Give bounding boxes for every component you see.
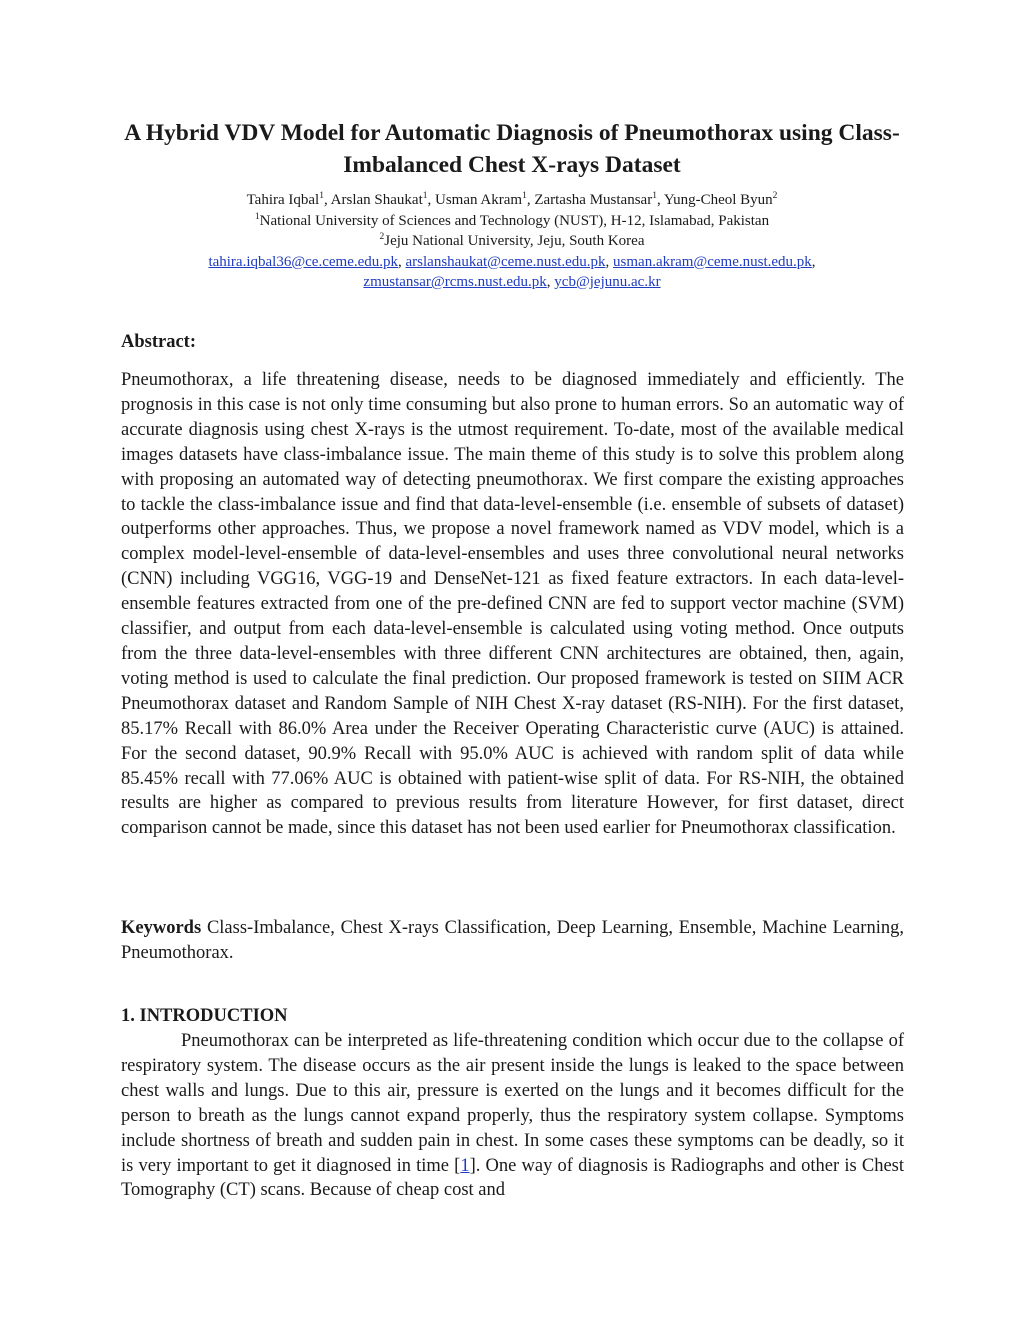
author-name: Usman Akram xyxy=(435,192,523,208)
affiliation-text: National University of Sciences and Technology (NUST), H-12, Islamabad, Pakistan xyxy=(259,212,770,229)
email-link[interactable]: tahira.iqbal36@ce.ceme.edu.pk xyxy=(208,253,399,270)
author-separator: , xyxy=(323,192,331,208)
author-separator: , xyxy=(427,192,435,208)
email-separator: , xyxy=(398,253,406,270)
author-affiliation-mark: 1 xyxy=(522,191,527,201)
author-separator: , xyxy=(526,192,535,208)
affiliation-2 xyxy=(100,231,924,252)
title-line-2: Imbalanced Chest X-rays Dataset xyxy=(343,152,681,178)
author-affiliation-mark: 2 xyxy=(772,191,778,201)
paper-title xyxy=(100,117,924,181)
section-heading-introduction: 1. INTRODUCTION xyxy=(121,1006,288,1026)
abstract-heading: Abstract: xyxy=(121,332,197,352)
keywords-text: Class-Imbalance, Chest X-rays Classification, Deep Learning, Ensemble, Machine Learning, Pneumothorax. xyxy=(121,918,904,963)
keywords-paragraph xyxy=(121,916,904,966)
author-affiliation-mark: 1 xyxy=(422,191,428,201)
intro-text-part-1: Pneumothorax can be interpreted as life-threatening condition which occur due to the collapse of respiratory system. The disease occurs as the air present inside the lungs is leaked to the space between chest walls and lungs. Due to this air, pressure is exerted on the lungs and it becomes difficult for the person to breath as the lungs cannot expand properly, thus the respiratory system collapse. Symptoms include shortness of breath and sudden pain in chest. In some cases these symptoms can be deadly, so it is very important to get it diagnosed in time [ xyxy=(121,1031,904,1176)
email-separator: , xyxy=(605,253,614,270)
email-link[interactable]: arslanshaukat@ceme.nust.edu.pk xyxy=(405,253,606,270)
author-name: Tahira Iqbal xyxy=(246,192,320,208)
email-link[interactable]: usman.akram@ceme.nust.edu.pk xyxy=(613,253,812,270)
email-link[interactable]: ycb@jejunu.ac.kr xyxy=(554,274,661,290)
affiliation-mark: 2 xyxy=(379,232,385,242)
affiliation-mark: 1 xyxy=(254,211,260,222)
affiliation-text: Jeju National University, Jeju, South Korea xyxy=(384,233,645,249)
author-names xyxy=(100,190,924,211)
author-affiliation-mark: 1 xyxy=(652,191,657,201)
keywords-label: Keywords xyxy=(121,918,202,938)
email-line-2 xyxy=(100,272,924,293)
email-line-1 xyxy=(100,252,924,273)
author-block xyxy=(100,190,924,293)
intro-text-part-2: ]. One way of diagnosis is Radiographs and other is Chest Tomography (CT) scans. Because of cheap cost and xyxy=(121,1155,904,1201)
title-line-1: A Hybrid VDV Model for Automatic Diagnosis of Pneumothorax using Class- xyxy=(124,120,900,146)
abstract-paragraph: Pneumothorax, a life threatening disease, needs to be diagnosed immediately and efficiently. The prognosis in this case is not only time consuming but also prone to human errors. So an automatic way of accurate diagnosis using chest X-rays is the utmost requirement. To-date, most of the available medical images datasets have class-imbalance issue. The main theme of this study is to solve this problem along with proposing an automated way of detecting pneumothorax. We first compare the existing approaches to tackle the class-imbalance issue and find that data-level-ensemble (i.e. ensemble of subsets of dataset) outperforms other approaches. Thus, we propose a novel framework named as VDV model, which is a complex model-level-ensemble of data-level-ensembles and uses three convolutional neural networks (CNN) including VGG16, VGG-19 and DenseNet-121 as fixed feature extractors. In each data-level-ensemble features extracted from one of the pre-defined CNN are fed to support vector machine (SVM) classifier, and output from each data-level-ensemble is calculated using voting method. Once outputs from the three data-level-ensembles with three different CNN architectures are obtained, then, again, voting method is used to calculate the final prediction. Our proposed framework is tested on SIIM ACR Pneumothorax dataset and Random Sample of NIH Chest X-ray dataset (RS-NIH). For the first dataset, 85.17% Recall with 86.0% Area under the Receiver Operating Characteristic curve (AUC) is attained. For the second dataset, 90.9% Recall with 95.0% AUC is achieved with random split of data while 85.45% recall with 77.06% AUC is obtained with patient-wise split of data. For RS-NIH, the obtained results are higher as compared to previous results from literature However, for first dataset, direct comparison cannot be made, since this dataset has not been used earlier for Pneumothorax classification. xyxy=(121,370,904,839)
email-trailing-comma: , xyxy=(811,253,816,270)
email-link[interactable]: zmustansar@rcms.nust.edu.pk xyxy=(363,274,547,290)
author-affiliation-mark: 1 xyxy=(319,191,324,201)
author-separator: , xyxy=(656,192,664,208)
email-separator: , xyxy=(546,274,555,290)
author-name: Arslan Shaukat xyxy=(330,192,423,208)
introduction-paragraph xyxy=(121,1029,904,1203)
citation-link[interactable]: 1 xyxy=(460,1155,470,1176)
author-name: Zartasha Mustansar xyxy=(534,192,653,208)
author-name: Yung-Cheol Byun xyxy=(663,192,773,208)
affiliation-1 xyxy=(100,211,924,232)
